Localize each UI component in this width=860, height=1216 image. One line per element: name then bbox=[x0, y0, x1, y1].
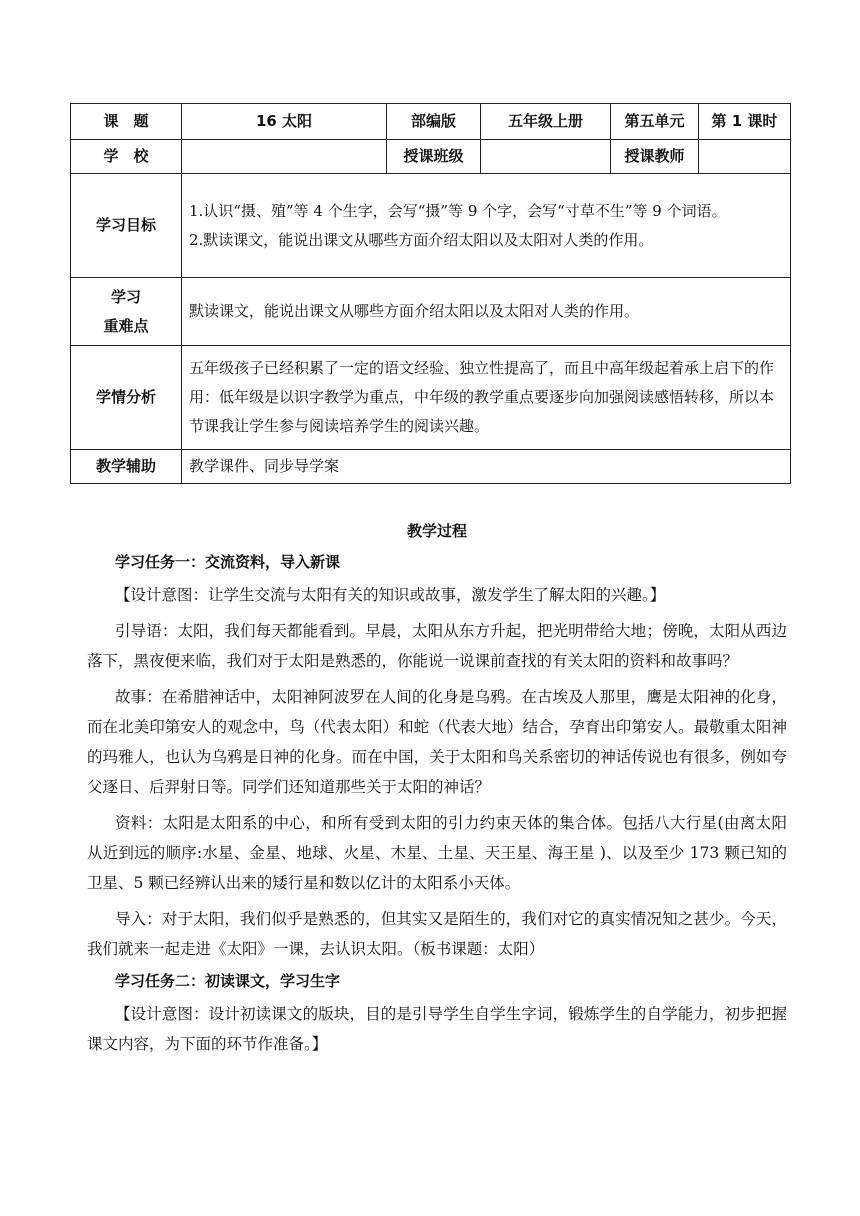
topic-value: 16 太阳 bbox=[182, 104, 387, 140]
topic-row bbox=[71, 104, 791, 140]
goals-row bbox=[71, 174, 791, 278]
grade-cell: 五年级上册 bbox=[481, 104, 611, 140]
unit-cell: 第五单元 bbox=[611, 104, 699, 140]
task1-heading: 学习任务一：交流资料，导入新课 bbox=[115, 553, 341, 571]
task1-paragraph: 故事：在希腊神话中，太阳神阿波罗在人间的化身是乌鸦。在古埃及人那里，鹰是太阳神的化身，而在北美印第安人的观念中，鸟（代表太阳）和蛇（代表大地）结合，孕育出印第安人。最敬重太阳神的玛雅人，也认为乌鸦是日神的化身。而在中国，关于太阳和鸟关系密切的神话传说也有很多，例如夸父逐日、后羿射日等。同学们还知道那些关于太阳的神话？ bbox=[87, 688, 787, 796]
analysis-label: 学情分析 bbox=[71, 346, 182, 450]
class-label: 授课班级 bbox=[387, 140, 481, 174]
teacher-label: 授课教师 bbox=[611, 140, 699, 174]
process-title: 教学过程 bbox=[406, 522, 467, 540]
goal-item-2: 2.默读课文，能说出课文从哪些方面介绍太阳以及太阳对人类的作用。 bbox=[189, 230, 654, 249]
difficulty-label-line1: 学习 bbox=[110, 287, 141, 306]
school-row bbox=[71, 140, 791, 174]
task2-heading: 学习任务二：初读课文，学习生字 bbox=[115, 972, 341, 990]
aids-row bbox=[71, 450, 791, 484]
difficulty-label-line2: 重难点 bbox=[103, 316, 149, 335]
aids-content: 教学课件、同步导学案 bbox=[182, 450, 791, 484]
task1-paragraph: 导入：对于太阳，我们似乎是熟悉的，但其实又是陌生的，我们对它的真实情况知之甚少。今天，我们就来一起走进《太阳》一课，去认识太阳。（板书课题：太阳） bbox=[87, 910, 787, 958]
class-value bbox=[481, 140, 611, 174]
lesson-info-table bbox=[70, 103, 791, 484]
teaching-process bbox=[87, 520, 787, 1065]
goal-item-1: 1.认识“摄、殖”等 4 个生字，会写“摄”等 9 个字，会写“寸草不生”等 9 个词语。 bbox=[189, 201, 727, 220]
goals-content bbox=[182, 174, 791, 278]
analysis-row bbox=[71, 346, 791, 450]
difficulty-row bbox=[71, 278, 791, 346]
topic-label: 课 题 bbox=[71, 104, 182, 140]
task1-paragraph: 引导语：太阳，我们每天都能看到。早晨，太阳从东方升起，把光明带给大地；傍晚，太阳从西边落下，黑夜便来临，我们对于太阳是熟悉的，你能说一说课前查找的有关太阳的资料和故事吗？ bbox=[87, 622, 787, 670]
difficulty-label bbox=[71, 278, 182, 346]
task1-paragraph: 资料：太阳是太阳系的中心，和所有受到太阳的引力约束天体的集合体。包括八大行星(由离太阳从近到远的顺序:水星、金星、地球、火星、木星、土星、天王星、海王星 )、以及至少 173 颗已知的卫星、5 颗已经辨认出来的矮行星和数以亿计的太阳系小天体。 bbox=[87, 814, 787, 892]
school-label: 学 校 bbox=[71, 140, 182, 174]
goals-label: 学习目标 bbox=[71, 174, 182, 278]
task2-paragraph: 【设计意图：设计初读课文的版块，目的是引导学生自学生字词，锻炼学生的自学能力，初步把握课文内容，为下面的环节作准备。】 bbox=[87, 1005, 787, 1053]
teacher-value bbox=[699, 140, 791, 174]
lesson-cell: 第 1 课时 bbox=[699, 104, 791, 140]
edition-cell: 部编版 bbox=[387, 104, 481, 140]
aids-label: 教学辅助 bbox=[71, 450, 182, 484]
task1-paragraph: 【设计意图：让学生交流与太阳有关的知识或故事，激发学生了解太阳的兴趣。】 bbox=[115, 586, 666, 604]
school-value bbox=[182, 140, 387, 174]
analysis-content: 五年级孩子已经积累了一定的语文经验、独立性提高了，而且中高年级起着承上启下的作用：低年级是以识字教学为重点，中年级的教学重点要逐步向加强阅读感悟转移，所以本节课我让学生参与阅读培养学生的阅读兴趣。 bbox=[182, 346, 791, 450]
difficulty-content: 默读课文，能说出课文从哪些方面介绍太阳以及太阳对人类的作用。 bbox=[182, 278, 791, 346]
